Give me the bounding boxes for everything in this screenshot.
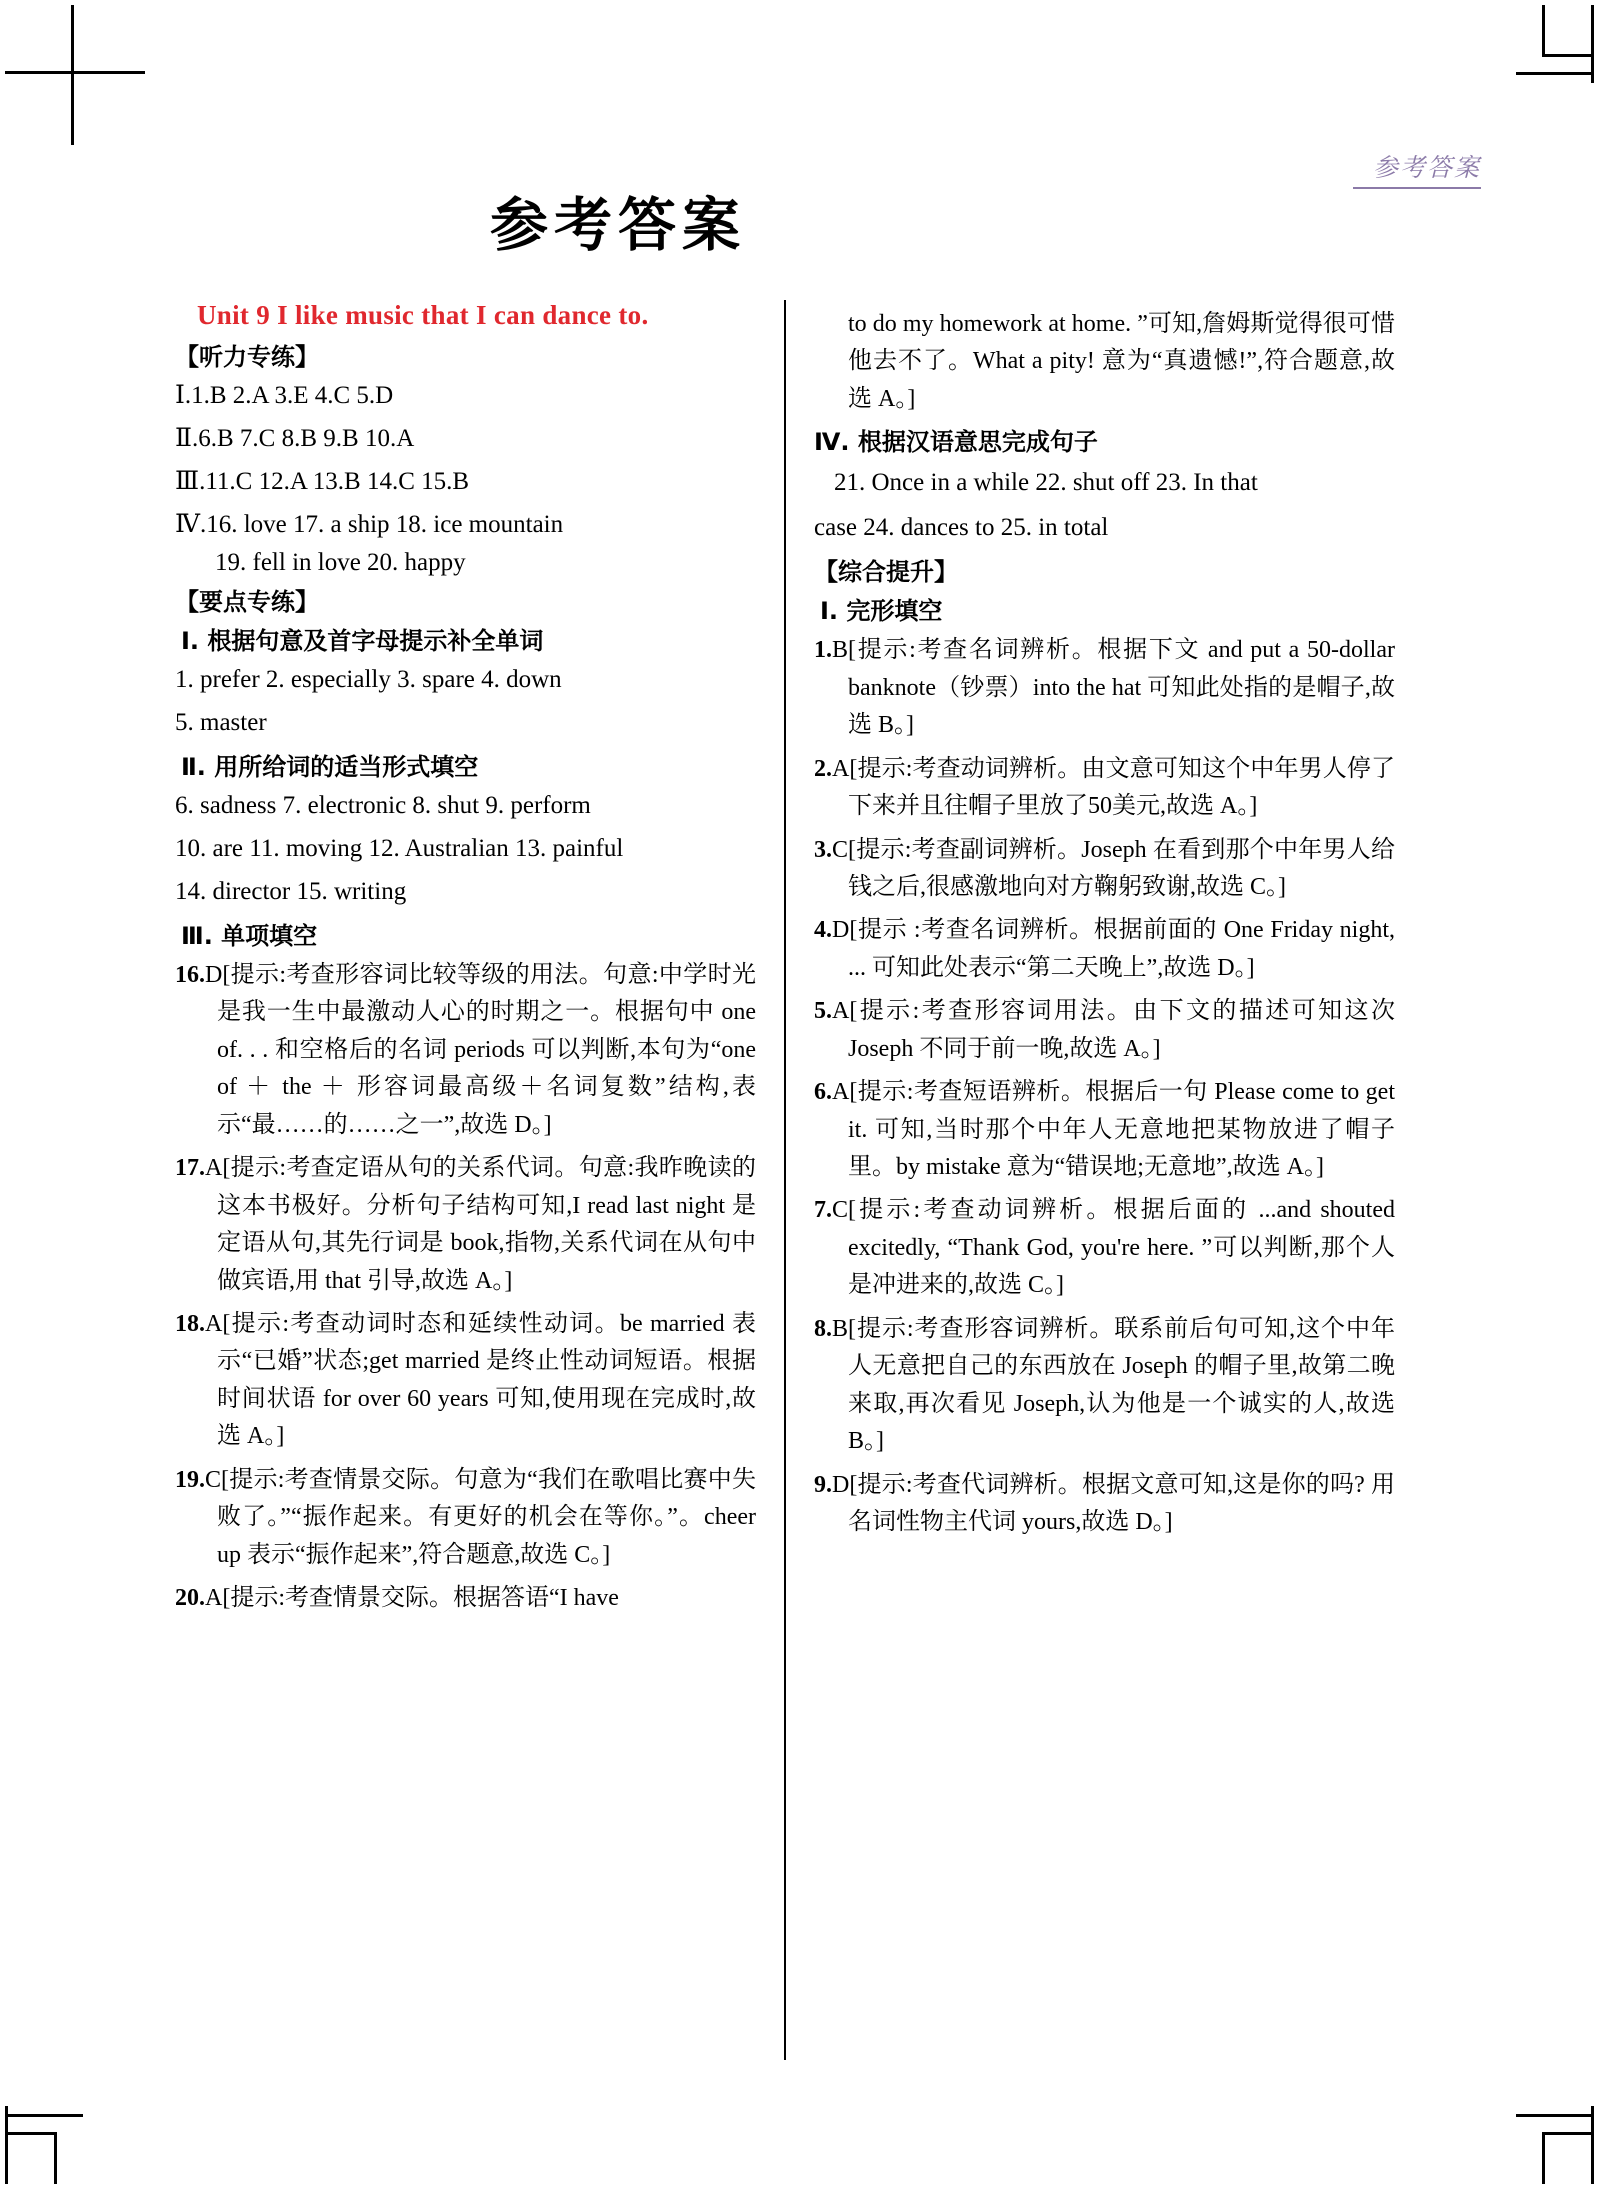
crop-rule-bottom-right-h	[1516, 2114, 1594, 2117]
answer-row: 1. prefer 2. especially 3. spare 4. down	[175, 666, 562, 693]
listening-answer-row: 19. fell in love 20. happy	[215, 549, 466, 576]
crop-rule-bottom-left-h	[5, 2114, 83, 2117]
explanation-text: B[提示:考查名词辨析。根据下文 and put a 50-dollar banknote（钞票）into the hat 可知此处指的是帽子,故选 B。]	[832, 637, 1395, 739]
answer-row: 10. are 11. moving 12. Australian 13. painful	[175, 835, 624, 862]
explanation-text: A[提示:考查动词辨析。由文意可知这个中年男人停了下来并且往帽子里放了50美元,故选 A。]	[832, 755, 1395, 820]
subsection-3-heading: Ⅲ. 单项填空	[181, 922, 318, 950]
explanation-item	[814, 1467, 1395, 1542]
answer-row: 5. master	[175, 709, 267, 736]
column-divider	[784, 300, 786, 2060]
explanation-text: B[提示:考查形容词辨析。联系前后句可知,这个中年人无意把自己的东西放在 Joseph 的帽子里,故第二晚来取,再次看见 Joseph,认为他是一个诚实的人,故选 B。]	[832, 1315, 1395, 1455]
listening-answer-row: Ⅱ.6.B 7.C 8.B 9.B 10.A	[175, 425, 415, 452]
explanation-item	[814, 632, 1395, 744]
explanation-item	[814, 751, 1395, 826]
subsection-1-heading: Ⅰ. 根据句意及首字母提示补全单词	[181, 627, 544, 655]
crop-rule-top-right-h	[1516, 72, 1594, 75]
explanation-text: D[提示:考查代词辨析。根据文意可知,这是你的吗? 用名词性物主代词 yours,故选 D。]	[832, 1471, 1395, 1535]
section-keypoints-heading: 【要点专练】	[175, 588, 319, 616]
explanation-item	[814, 993, 1395, 1068]
crop-mark-top-right	[1542, 5, 1594, 57]
listening-answer-row: Ⅲ.11.C 12.A 13.B 14.C 15.B	[175, 468, 470, 495]
running-header-rule	[1353, 187, 1481, 189]
explanation-number: 9.	[814, 1471, 832, 1498]
left-column	[175, 300, 770, 2060]
explanation-number: 5.	[814, 998, 832, 1025]
explanation-text: C[提示:考查动词辨析。根据后面的 ...and shouted excitedly, “Thank God, you're here. ”可以判断,那个人是冲进来的,故选 C。]	[832, 1197, 1395, 1299]
explanation-number: 6.	[814, 1079, 832, 1106]
explanation-number: 17.	[175, 1155, 205, 1182]
explanation-text: C[提示:考查情景交际。句意为“我们在歌唱比赛中失败了。”“振作起来。有更好的机会在等你。”。cheer up 表示“振作起来”,符合题意,故选 C。]	[205, 1466, 756, 1568]
explanation-item	[814, 912, 1395, 987]
listening-answer-row: Ⅳ.16. love 17. a ship 18. ice mountain	[175, 511, 564, 538]
explanation-text: D[提示:考查形容词比较等级的用法。句意:中学时光是我一生中最激动人心的时期之一。根据句中 one of. . . 和空格后的名词 periods 可以判断,本句为“one of ＋ the ＋ 形容词最高级＋名词复数”结构,表示“最……的……之一”,故选 D。]	[205, 962, 756, 1138]
listening-answer-row: Ⅰ.1.B 2.A 3.E 4.C 5.D	[175, 382, 394, 409]
explanation-item	[814, 1074, 1395, 1186]
crop-rule-bottom-left-v	[5, 2106, 8, 2184]
explanation-number: 3.	[814, 836, 832, 863]
subsection-5-heading: Ⅰ. 完形填空	[820, 597, 943, 626]
explanation-text: A[提示:考查定语从句的关系代词。句意:我昨晚读的这本书极好。分析句子结构可知,I read last night 是定语从句,其先行词是 book,指物,关系代词在从句中做宾语,用 that 引导,故选 A。]	[205, 1155, 756, 1294]
running-header	[1353, 148, 1481, 189]
explanation-text: A[提示:考查形容词用法。由下文的描述可知这次 Joseph 不同于前一晚,故选 A。]	[832, 998, 1395, 1062]
explanation-item	[814, 1311, 1395, 1461]
explanation-item	[175, 1150, 756, 1300]
two-column-body	[175, 300, 1443, 2060]
explanation-number: 7.	[814, 1197, 832, 1224]
explanation-text: A[提示:考查动词时态和延续性动词。be married 表示“已婚”状态;get married 是终止性动词短语。根据时间状语 for over 60 years 可知,使用现在完成时,故选 A。]	[205, 1310, 756, 1450]
explanation-number: 8.	[814, 1315, 832, 1342]
explanation-text: C[提示:考查副词辨析。Joseph 在看到那个中年男人给钱之后,很感激地向对方鞠躬致谢,故选 C。]	[832, 836, 1395, 900]
section-comprehensive-heading: 【综合提升】	[814, 558, 958, 587]
explanation-item	[175, 1580, 756, 1617]
unit-title: Unit 9 I like music that I can dance to.	[197, 300, 649, 330]
explanation-number: 18.	[175, 1310, 205, 1337]
crop-rule-bottom-right-v	[1591, 2106, 1594, 2184]
explanation-number: 2.	[814, 755, 832, 782]
subsection-2-heading: Ⅱ. 用所给词的适当形式填空	[181, 753, 479, 781]
explanation-number: 16.	[175, 962, 205, 988]
answer-row: 6. sadness 7. electronic 8. shut 9. perform	[175, 792, 591, 819]
answer-row: case 24. dances to 25. in total	[814, 514, 1109, 542]
subsection-4-heading: Ⅳ. 根据汉语意思完成句子	[814, 428, 1098, 457]
explanation-item	[814, 832, 1395, 907]
explanation-continuation: to do my homework at home. ”可知,詹姆斯觉得很可惜他去不了。What a pity! 意为“真遗憾!”,符合题意,故选 A。]	[848, 311, 1395, 412]
answer-row: 21. Once in a while 22. shut off 23. In that	[834, 469, 1258, 497]
explanation-text: A[提示:考查短语辨析。根据后一句 Please come to get it. 可知,当时那个中年人无意地把某物放进了帽子里。by mistake 意为“错误地;无意地”,故选 A。]	[832, 1079, 1395, 1180]
explanation-number: 1.	[814, 637, 832, 664]
explanation-text: D[提示 :考查名词辨析。根据前面的 One Friday night, ... 可知此处表示“第二天晚上”,故选 D。]	[832, 917, 1395, 981]
crop-mark-bottom-right	[1542, 2132, 1594, 2184]
explanation-item	[175, 957, 756, 1144]
explanation-number: 20.	[175, 1585, 205, 1611]
explanation-item	[175, 1462, 756, 1574]
explanation-number: 19.	[175, 1466, 205, 1493]
explanation-text: A[提示:考查情景交际。根据答语“I have	[205, 1585, 619, 1611]
right-column	[800, 300, 1395, 2060]
explanation-item	[814, 1192, 1395, 1304]
crop-mark-bottom-left	[5, 2132, 57, 2184]
running-header-text: 参考答案	[1372, 153, 1481, 182]
section-listening-heading: 【听力专练】	[175, 343, 319, 371]
crop-mark-top-left	[5, 5, 57, 57]
explanation-item	[175, 1306, 756, 1456]
answer-row: 14. director 15. writing	[175, 878, 407, 905]
page-title: 参考答案	[490, 191, 747, 259]
explanation-number: 4.	[814, 917, 832, 944]
